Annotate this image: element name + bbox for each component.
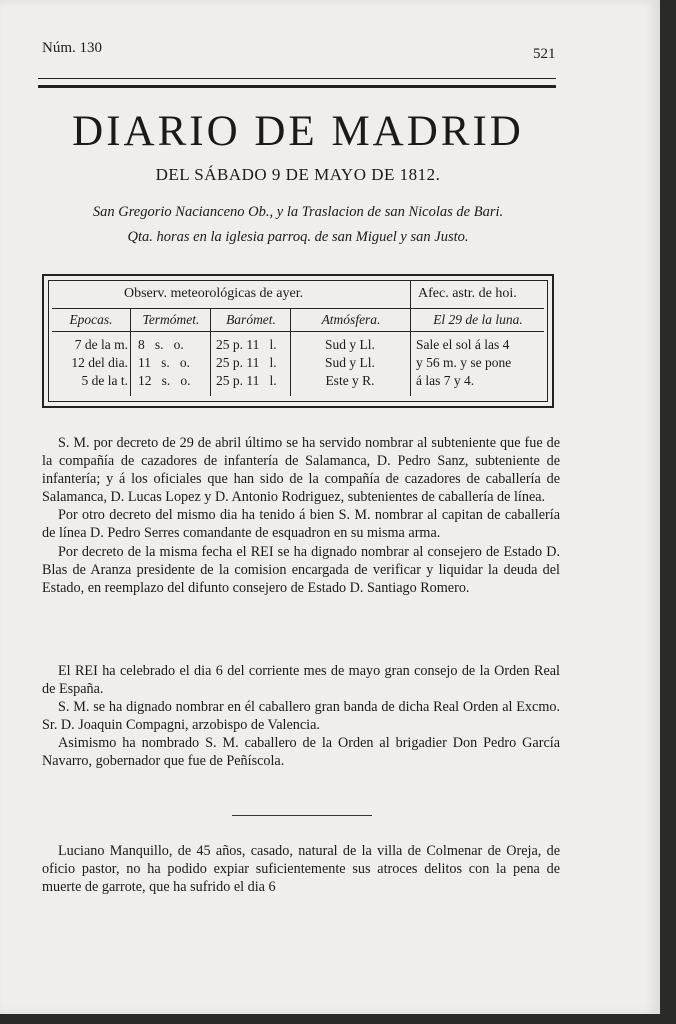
decrees-section (42, 434, 560, 597)
meteo-header-barometro: Barómet. (226, 312, 276, 327)
meteo-rule-header (52, 331, 544, 332)
saints-line-2: Qta. horas en la iglesia parroq. de san Miguel y san Justo. (127, 229, 469, 245)
meteo-header-termometro: Termómet. (142, 312, 200, 327)
page-number: 521 (533, 46, 556, 62)
execution-notice-section (42, 842, 560, 896)
section-separator (232, 815, 372, 816)
meteo-baro-1: 25 p. 11 l. (216, 337, 277, 352)
meteo-epoca-1: 7 de la m. (74, 337, 128, 352)
meteo-col-divider (130, 308, 131, 396)
meteo-term-3: 12 s. o. (138, 373, 191, 388)
meteo-epoca-3: 5 de la t. (81, 373, 128, 388)
meteo-header-epocas: Epocas. (69, 312, 113, 327)
meteo-epoca-2: 12 del dia. (71, 355, 128, 370)
meteo-caption-left: Observ. meteorológicas de ayer. (124, 286, 304, 301)
meteo-baro-2: 25 p. 11 l. (216, 355, 277, 370)
meteo-atmos-2: Sud y Ll. (325, 355, 375, 370)
paragraph: Por otro decreto del mismo dia ha tenido á bien S. M. nombrar al capitan de caballería de línea D. Pedro Serres comandante de esquadron en su misma arma. (42, 507, 560, 542)
meteo-astro-3: á las 7 y 4. (416, 373, 475, 388)
meteo-col-divider (410, 281, 411, 396)
meteo-header-atmosfera: Atmósfera. (321, 312, 381, 327)
meteo-astro-2: y 56 m. y se pone (416, 355, 512, 370)
meteo-atmos-1: Sud y Ll. (325, 337, 375, 352)
meteo-rule-top (52, 308, 544, 309)
meteorological-table (42, 274, 554, 408)
meteo-header-luna: El 29 de la luna. (433, 312, 523, 327)
header-double-rule (38, 78, 556, 88)
scan-dark-edge (660, 0, 676, 1024)
meteo-term-1: 8 s. o. (138, 337, 184, 352)
meteo-atmos-3: Este y R. (325, 373, 375, 388)
meteo-caption-right: Afec. astr. de hoi. (418, 286, 517, 301)
masthead-title: DIARIO DE MADRID (72, 108, 524, 155)
paragraph: El REI ha celebrado el dia 6 del corriente mes de mayo gran consejo de la Orden Real de España. (42, 663, 560, 698)
saints-line-1: San Gregorio Nacianceno Ob., y la Traslacion de san Nicolas de Bari. (92, 204, 504, 220)
meteo-col-divider (210, 308, 211, 396)
scan-bottom-edge (0, 1014, 676, 1024)
dateline: DEL SÁBADO 9 DE MAYO DE 1812. (155, 165, 441, 184)
royal-order-section (42, 662, 560, 771)
meteo-baro-3: 25 p. 11 l. (216, 373, 277, 388)
paragraph: S. M. por decreto de 29 de abril último se ha servido nombrar al subteniente que fue de la compañía de cazadores de infantería de Salamanca, D. Pedro Sanz, subteniente de infantería; y á los oficiales que han sido de la compañía de cazadores de caballería de Salamanca, D. Lucas Lopez y D. Antonio Rodriguez, subtenientes de caballería de línea. (42, 435, 560, 506)
meteo-astro-1: Sale el sol á las 4 (416, 337, 510, 352)
issue-number: Núm. 130 (42, 40, 102, 56)
meteo-term-2: 11 s. o. (138, 355, 191, 370)
paragraph: S. M. se ha dignado nombrar en él caballero gran banda de dicha Real Orden al Excmo. Sr. D. Joaquin Compagni, arzobispo de Valencia. (42, 699, 560, 734)
paragraph: Por decreto de la misma fecha el REI se ha dignado nombrar al consejero de Estado D. Blas de Aranza presidente de la comision encargada de verificar y liquidar la deuda del Estado, en reemplazo del difunto consejero de Estado D. Santiago Romero. (42, 543, 560, 596)
paragraph: Luciano Manquillo, de 45 años, casado, natural de la villa de Colmenar de Oreja, de oficio pastor, no ha podido expiar suficientemente sus atroces delitos con la pena de muerte de garrote, que ha sufrido el dia 6 (42, 843, 560, 896)
paragraph: Asimismo ha nombrado S. M. caballero de la Orden al brigadier Don Pedro García Navarro, gobernador que fue de Peñíscola. (42, 735, 560, 770)
meteo-col-divider (290, 308, 291, 396)
